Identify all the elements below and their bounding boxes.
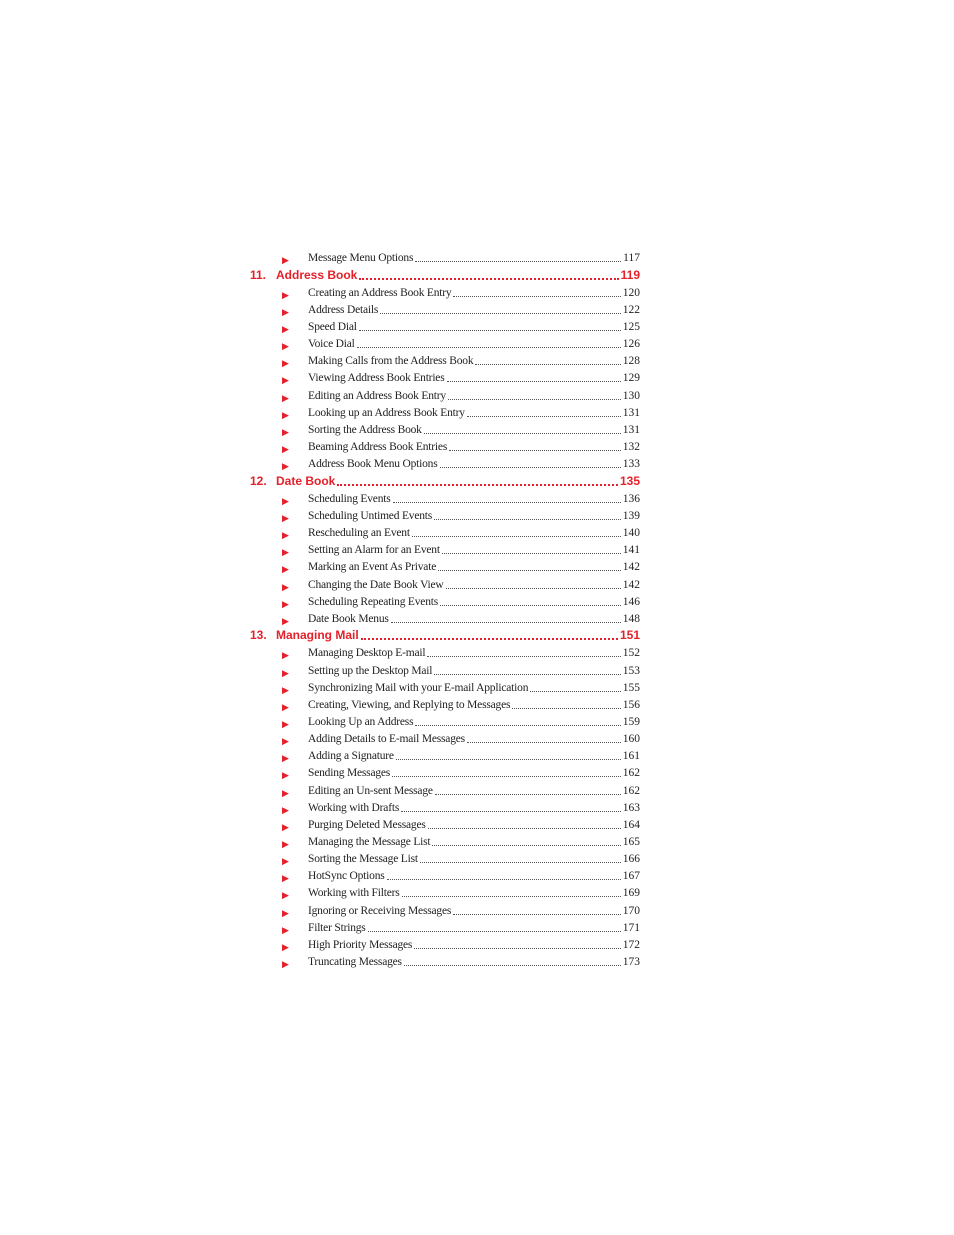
dot-leader [467,742,621,743]
page-number: 167 [622,870,640,883]
page-number: 133 [622,458,640,471]
toc-chapter-row[interactable] [250,626,640,644]
entry-title: Managing the Message List [308,836,431,848]
entry-title: Working with Filters [308,887,400,900]
page-number: 148 [622,612,640,625]
triangle-bullet-icon: ▶ [282,615,289,626]
page-number: 141 [622,544,640,557]
dot-leader [392,776,621,777]
page-number: 117 [623,252,640,265]
page-number: 166 [622,853,640,866]
entry-title: Adding a Signature [308,750,394,763]
entry-title: Date Book Menus [308,612,389,625]
toc-entry-row[interactable] [250,952,640,969]
dot-leader [402,896,621,897]
dot-leader [448,399,621,400]
page-number: 162 [622,767,640,780]
dot-leader [467,416,621,417]
triangle-bullet-icon: ▶ [282,255,289,266]
page-number: 126 [622,338,640,351]
toc-entry-row[interactable] [250,746,640,763]
page-number: 165 [622,836,640,848]
toc-entry-row[interactable] [250,437,640,454]
entry-title: Editing an Un-sent Message [308,784,433,797]
dot-leader [393,502,621,503]
triangle-bullet-icon: ▶ [282,684,289,695]
page-number: 120 [622,286,640,299]
toc-entry-row[interactable] [250,866,640,883]
dot-leader [357,347,621,348]
triangle-bullet-icon: ▶ [282,873,289,884]
toc-entry-row[interactable] [250,849,640,866]
dot-leader [359,278,618,280]
triangle-bullet-icon: ▶ [282,890,289,901]
page-number: 140 [622,527,640,540]
toc-entry-row[interactable] [250,574,640,591]
toc-entry-row[interactable] [250,815,640,832]
toc-entry-row[interactable] [250,403,640,420]
toc-entry-row[interactable] [250,883,640,900]
toc-entry-row[interactable] [250,317,640,334]
page-number: 139 [622,509,640,522]
page-number: 122 [622,303,640,316]
page-number: 128 [622,355,640,368]
toc-entry-row[interactable] [250,643,640,660]
entry-title: Sorting the Address Book [308,423,422,436]
toc-entry-row[interactable] [250,523,640,540]
triangle-bullet-icon: ▶ [282,667,289,678]
entry-title: Managing Desktop E-mail [308,647,426,660]
page-number: 153 [622,664,640,677]
triangle-bullet-icon: ▶ [282,770,289,781]
page-number: 135 [619,473,640,488]
entry-title: Looking Up an Address [308,716,414,729]
toc-entry-row[interactable] [250,780,640,797]
page-number: 131 [622,406,640,419]
toc-entry-row[interactable] [250,540,640,557]
toc-entry-row[interactable] [250,918,640,935]
dot-leader [427,656,620,657]
entry-title: Beaming Address Book Entries [308,441,448,454]
dot-leader [434,519,621,520]
triangle-bullet-icon: ▶ [282,341,289,352]
page-number: 159 [622,716,640,729]
dot-leader [424,433,621,434]
toc-entry-row[interactable] [250,763,640,780]
entry-title: Purging Deleted Messages [308,818,426,831]
toc-entry-row[interactable] [250,557,640,574]
entry-title: Making Calls from the Address Book [308,355,474,368]
dot-leader [512,708,620,709]
dot-leader [440,605,621,606]
page-number: 160 [622,733,640,746]
triangle-bullet-icon: ▶ [282,426,289,437]
toc-entry-row[interactable] [250,609,640,626]
toc-entry-row[interactable] [250,334,640,351]
entry-title: Working with Drafts [308,801,400,814]
triangle-bullet-icon: ▶ [282,392,289,403]
entry-title: Rescheduling an Event [308,527,410,540]
dot-leader [435,794,621,795]
triangle-bullet-icon: ▶ [282,719,289,730]
entry-title: Scheduling Events [308,492,391,505]
chapter-title: Date Book [276,473,336,488]
toc-entry-row[interactable] [250,935,640,952]
page-number: 173 [622,955,640,968]
triangle-bullet-icon: ▶ [282,701,289,712]
dot-leader [387,879,621,880]
entry-title: Sending Messages [308,767,391,780]
page-number: 146 [622,595,640,608]
entry-title: Scheduling Untimed Events [308,509,433,522]
toc-entry-row[interactable] [250,300,640,317]
triangle-bullet-icon: ▶ [282,924,289,935]
page-number: 172 [622,938,640,951]
toc-entry-row[interactable] [250,385,640,402]
entry-title: HotSync Options [308,870,385,883]
triangle-bullet-icon: ▶ [282,530,289,541]
entry-title: Looking up an Address Book Entry [308,406,465,419]
page-number: 151 [619,628,640,643]
entry-title: Voice Dial [308,338,355,351]
triangle-bullet-icon: ▶ [282,444,289,455]
toc-entry-row[interactable] [250,283,640,300]
triangle-bullet-icon: ▶ [282,804,289,815]
toc-entry-row[interactable] [250,420,640,437]
page-number: 164 [622,818,640,831]
triangle-bullet-icon: ▶ [282,512,289,523]
entry-title: Message Menu Options [308,252,414,265]
page-number: 155 [622,681,640,694]
triangle-bullet-icon: ▶ [282,650,289,661]
page-number: 156 [622,698,640,711]
triangle-bullet-icon: ▶ [282,736,289,747]
entry-title: Address Book Menu Options [308,458,438,471]
dot-leader [415,261,621,262]
triangle-bullet-icon: ▶ [282,907,289,918]
dot-leader [434,674,620,675]
dot-leader [453,296,620,297]
entry-title: High Priority Messages [308,938,413,951]
triangle-bullet-icon: ▶ [282,547,289,558]
dot-leader [442,553,621,554]
toc-entry-row[interactable] [250,678,640,695]
toc-entry-row[interactable] [250,798,640,815]
page-number: 119 [620,267,640,282]
triangle-bullet-icon: ▶ [282,289,289,300]
triangle-bullet-icon: ▶ [282,856,289,867]
chapter-number: 13. [250,628,267,643]
triangle-bullet-icon: ▶ [282,461,289,472]
dot-leader [428,828,621,829]
dot-leader [359,330,621,331]
toc-entry-row[interactable] [250,660,640,677]
page-number: 171 [622,921,640,934]
entry-title: Setting an Alarm for an Event [308,544,440,557]
dot-leader [404,965,621,966]
entry-title: Setting up the Desktop Mail [308,664,433,677]
dot-leader [530,691,621,692]
page-number: 163 [622,801,640,814]
entry-title: Adding Details to E-mail Messages [308,733,465,746]
entry-title: Editing an Address Book Entry [308,389,446,402]
toc-entry-row[interactable] [250,248,640,265]
dot-leader [396,759,621,760]
entry-title: Scheduling Repeating Events [308,595,439,608]
page-number: 142 [622,561,640,574]
dot-leader [368,931,621,932]
triangle-bullet-icon: ▶ [282,375,289,386]
dot-leader [449,450,621,451]
dot-leader [438,570,621,571]
page-number: 170 [622,904,640,917]
dot-leader [391,622,621,623]
page-number: 169 [622,887,640,900]
toc-entry-row[interactable] [250,489,640,506]
page-number: 152 [622,647,640,660]
triangle-bullet-icon: ▶ [282,306,289,317]
triangle-bullet-icon: ▶ [282,753,289,764]
page-number: 136 [622,492,640,505]
page-number: 162 [622,784,640,797]
toc-entry-row[interactable] [250,695,640,712]
triangle-bullet-icon: ▶ [282,324,289,335]
triangle-bullet-icon: ▶ [282,598,289,609]
page-number: 131 [622,423,640,436]
triangle-bullet-icon: ▶ [282,941,289,952]
toc-entry-row[interactable] [250,900,640,917]
chapter-title: Managing Mail [276,628,359,643]
toc-entry-row[interactable] [250,351,640,368]
entry-title: Viewing Address Book Entries [308,372,445,385]
entry-title: Creating an Address Book Entry [308,286,452,299]
dot-leader [361,638,618,640]
dot-leader [415,725,620,726]
toc-entry-row[interactable] [250,454,640,471]
dot-leader [380,313,621,314]
entry-title: Synchronizing Mail with your E-mail Application [308,681,529,694]
entry-title: Sorting the Message List [308,853,418,866]
triangle-bullet-icon: ▶ [282,564,289,575]
table-of-contents [250,248,640,969]
toc-entry-row[interactable] [250,368,640,385]
page-number: 161 [622,750,640,763]
toc-entry-row[interactable] [250,506,640,523]
toc-entry-row[interactable] [250,592,640,609]
chapter-number: 12. [250,473,267,488]
triangle-bullet-icon: ▶ [282,495,289,506]
entry-title: Truncating Messages [308,955,402,968]
dot-leader [420,862,621,863]
page-number: 132 [622,441,640,454]
page-number: 129 [622,372,640,385]
dot-leader [414,948,621,949]
triangle-bullet-icon: ▶ [282,839,289,849]
entry-title: Speed Dial [308,321,357,334]
dot-leader [475,364,620,365]
triangle-bullet-icon: ▶ [282,821,289,832]
chapter-number: 11. [250,267,267,282]
toc-entry-row[interactable] [250,832,640,849]
triangle-bullet-icon: ▶ [282,581,289,592]
triangle-bullet-icon: ▶ [282,358,289,369]
triangle-bullet-icon: ▶ [282,787,289,798]
page-number: 130 [622,389,640,402]
entry-title: Creating, Viewing, and Replying to Messages [308,698,511,711]
toc-entry-row[interactable] [250,729,640,746]
dot-leader [401,811,621,812]
chapter-title: Address Book [276,267,358,282]
toc-chapter-row[interactable] [250,265,640,283]
dot-leader [446,588,621,589]
dot-leader [453,914,621,915]
page-number: 125 [622,321,640,334]
dot-leader [432,845,620,846]
triangle-bullet-icon: ▶ [282,409,289,420]
entry-title: Ignoring or Receiving Messages [308,904,452,917]
toc-entry-row[interactable] [250,712,640,729]
dot-leader [412,536,621,537]
toc-chapter-row[interactable] [250,471,640,489]
entry-title: Address Details [308,303,379,316]
page-number: 142 [622,578,640,591]
entry-title: Changing the Date Book View [308,578,444,591]
entry-title: Filter Strings [308,921,366,934]
dot-leader [447,381,621,382]
dot-leader [337,484,618,486]
dot-leader [440,467,621,468]
entry-title: Marking an Event As Private [308,561,437,574]
triangle-bullet-icon: ▶ [282,958,289,969]
